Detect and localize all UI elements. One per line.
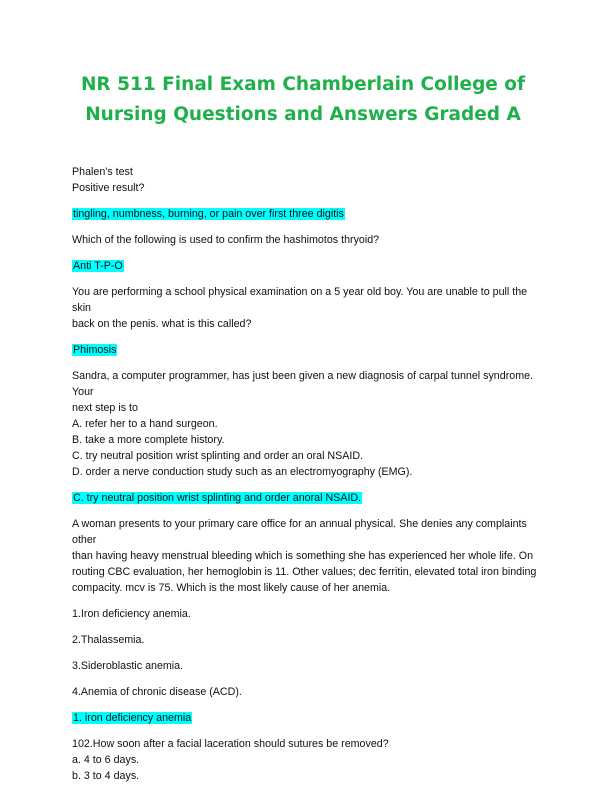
question-line: routing CBC evaluation, her hemoglobin is 11. Other values; dec ferritin, elevated total iron binding	[72, 566, 537, 578]
question-line: A woman presents to your primary care office for an annual physical. She denies any complaints other	[72, 518, 527, 546]
question-line: Sandra, a computer programmer, has just been given a new diagnosis of carpal tunnel syndrome. Your	[72, 370, 534, 398]
highlighted-answer: 1. iron deficiency anemia	[73, 712, 192, 724]
question-option: D. order a nerve conduction study such as an electromyography (EMG).	[72, 466, 413, 478]
highlighted-answer: Phimosis	[73, 344, 117, 356]
question-text	[72, 284, 542, 332]
question-option: a. 4 to 6 days.	[72, 754, 140, 766]
answer-option: 3.Sideroblastic anemia.	[72, 660, 184, 672]
question-option: B. take a more complete history.	[72, 434, 225, 446]
question-text	[72, 368, 542, 480]
question-line: back on the penis. what is this called?	[72, 318, 252, 330]
answer-text	[72, 206, 542, 222]
question-option: A. refer her to a hand surgeon.	[72, 418, 218, 430]
question-line: compacity. mcv is 75. Which is the most likely cause of her anemia.	[72, 582, 391, 594]
question-text	[72, 736, 542, 784]
question-text	[72, 232, 542, 248]
highlighted-answer: C. try neutral position wrist splinting and order anoral NSAID.	[73, 492, 362, 504]
answer-option: 1.Iron deficiency anemia.	[72, 608, 191, 620]
question-line: than having heavy menstrual bleeding which is something she has experienced her whole life. On	[72, 550, 534, 562]
answer-option: 4.Anemia of chronic disease (ACD).	[72, 686, 242, 698]
title-line-1: NR 511 Final Exam Chamberlain College of Nursing	[80, 74, 526, 125]
question-line: Which of the following is used to confirm the hashimotos thryoid?	[72, 234, 380, 246]
question-line: next step is to	[72, 402, 138, 414]
answer-text	[72, 710, 542, 726]
question-line: Positive result?	[72, 182, 145, 194]
question-option: C. try neutral position wrist splinting and order an oral NSAID.	[72, 450, 364, 462]
answer-text	[72, 490, 542, 506]
title-line-2: Questions and Answers Graded A	[173, 104, 521, 125]
highlighted-answer: Anti T-P-O	[73, 260, 123, 272]
question-line: You are performing a school physical examination on a 5 year old boy. You are unable to pull the skin	[72, 286, 528, 314]
answer-text	[72, 258, 542, 274]
highlighted-answer: tingling, numbness, burning, or pain over first three digitis	[73, 208, 344, 220]
question-option: b. 3 to 4 days.	[72, 770, 140, 782]
question-line: Phalen's test	[72, 166, 133, 178]
answer-option: 2.Thalassemia.	[72, 634, 145, 646]
question-line: 102.How soon after a facial laceration should sutures be removed?	[72, 738, 389, 750]
question-text	[72, 516, 542, 596]
document-title	[40, 70, 566, 130]
document-body	[72, 164, 542, 794]
question-text	[72, 164, 542, 196]
answer-text	[72, 342, 542, 358]
